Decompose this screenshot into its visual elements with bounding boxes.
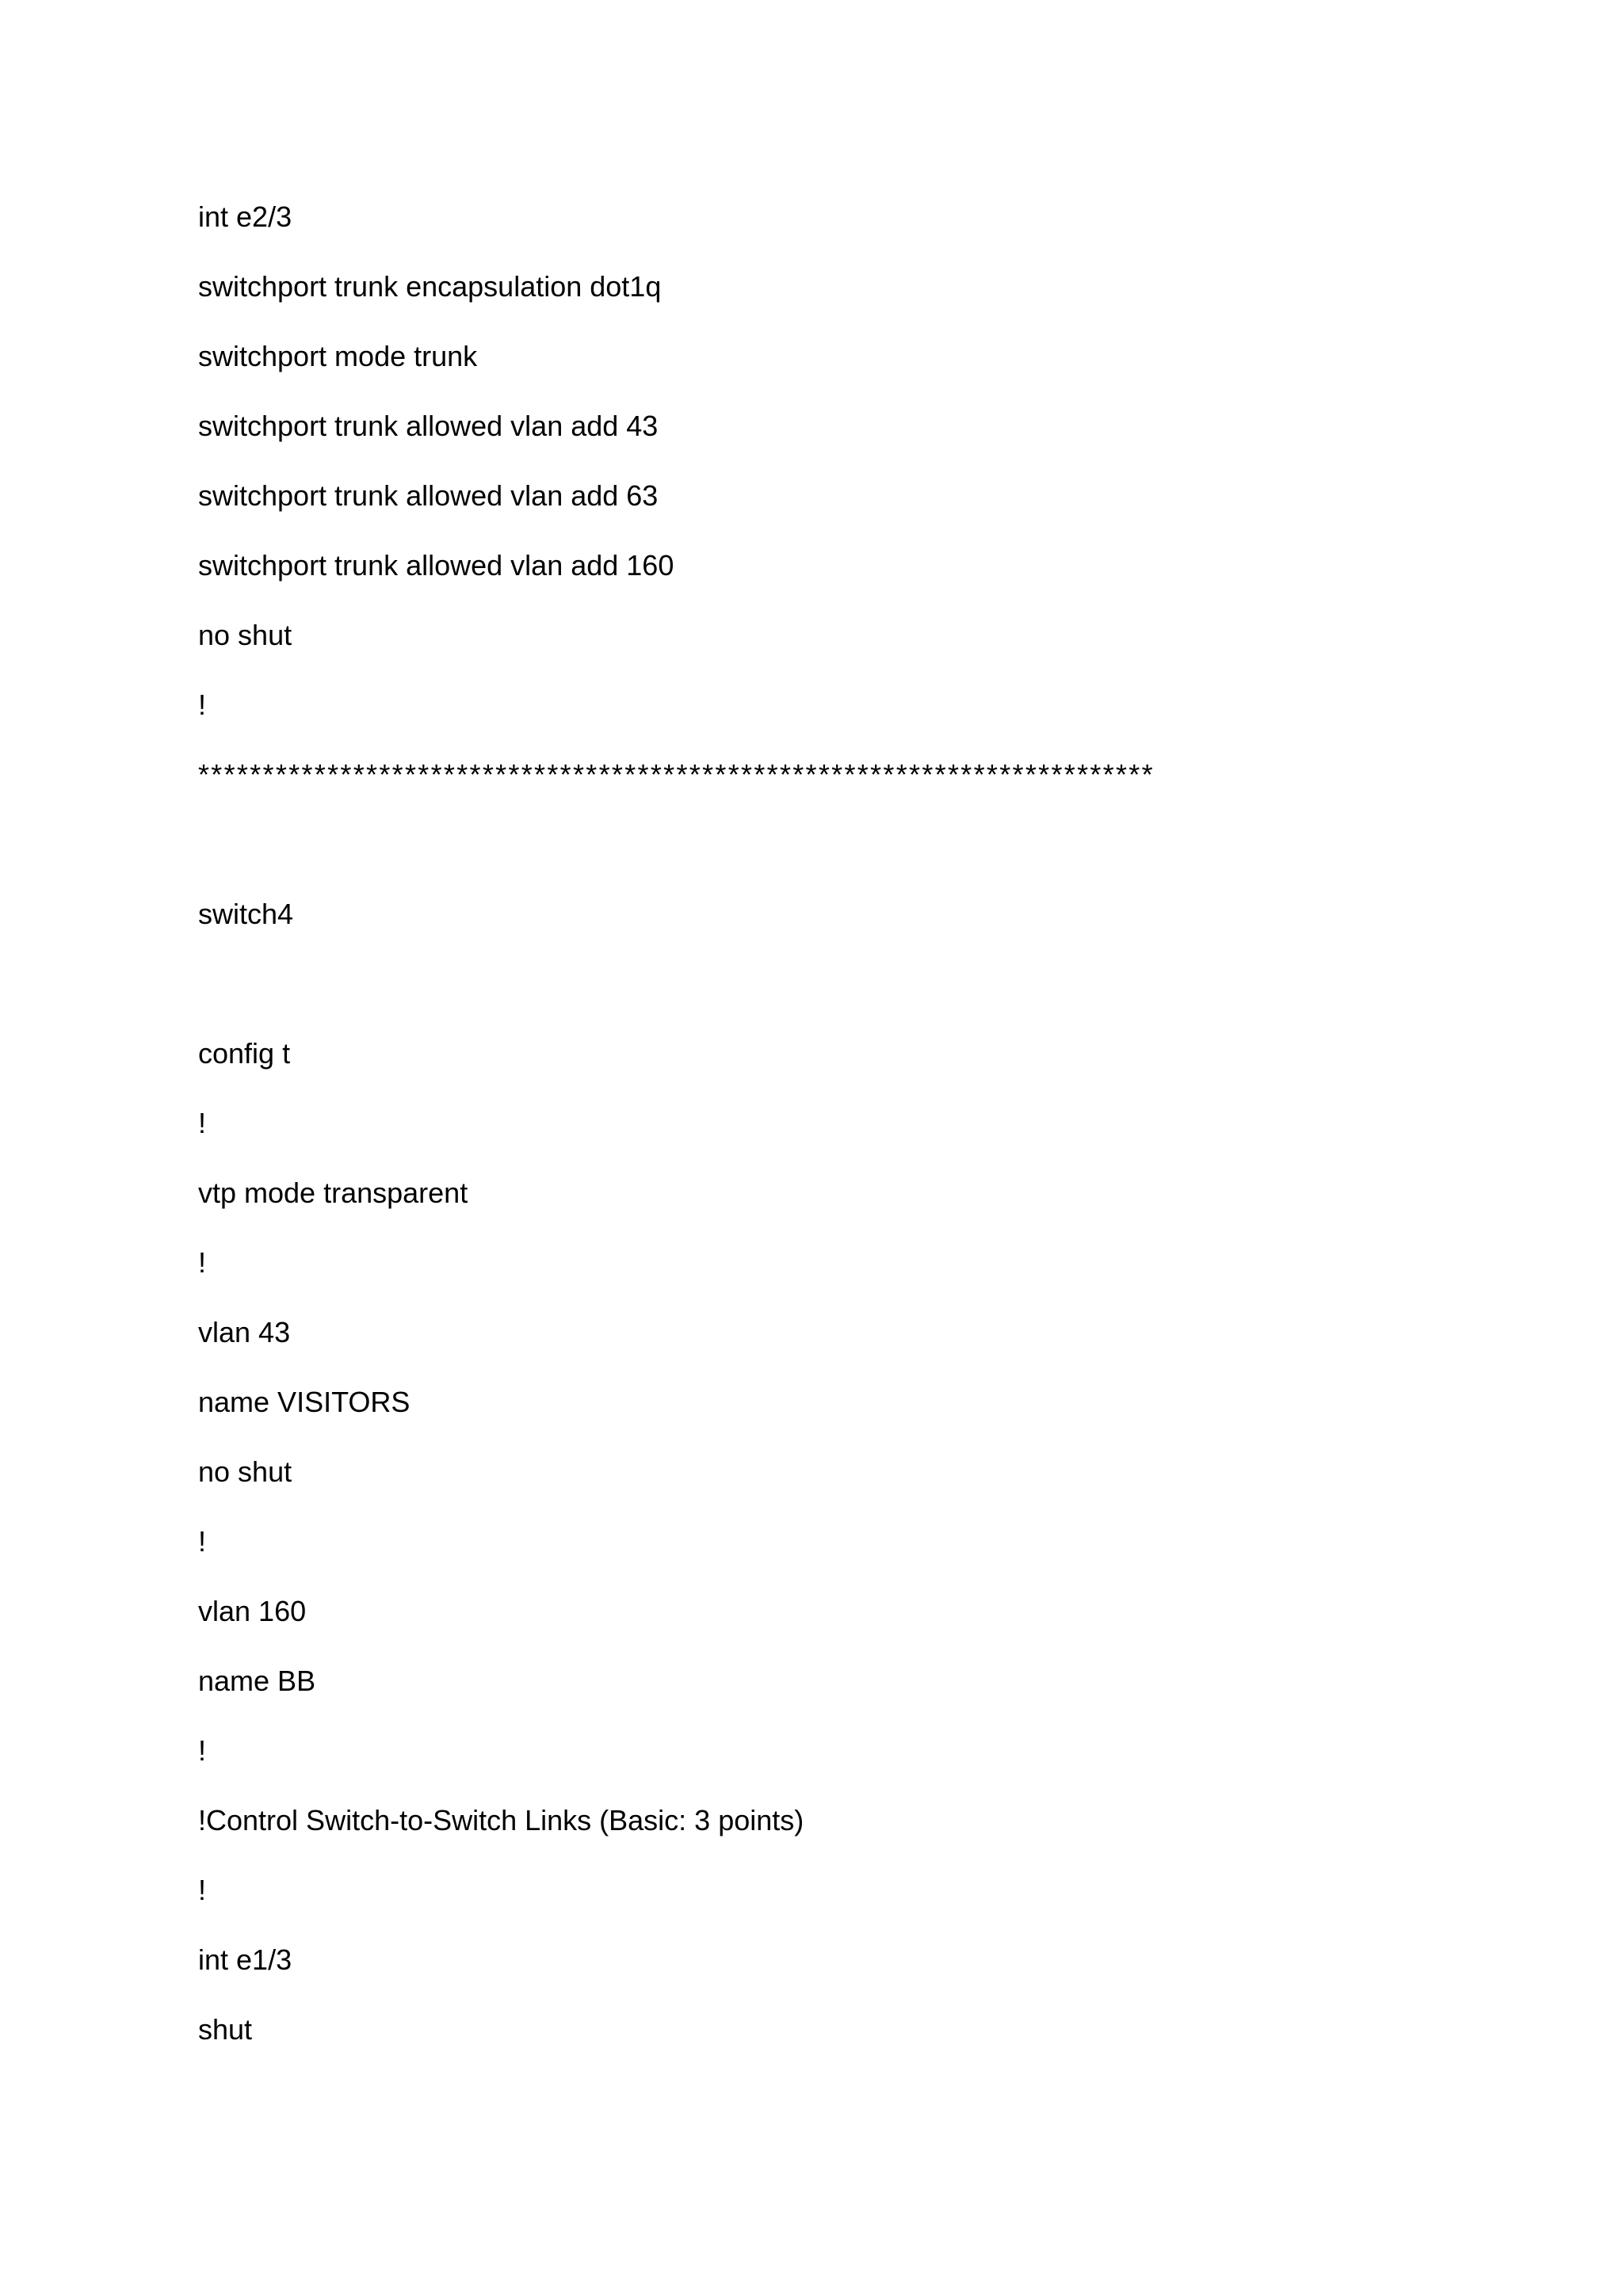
text-line: switchport trunk encapsulation dot1q [198, 270, 662, 303]
text-line: ! [198, 688, 207, 721]
text-line: ! [198, 1525, 207, 1558]
text-line: switch4 [198, 898, 294, 930]
text-line: no shut [198, 619, 292, 651]
text-line: ! [198, 1874, 207, 1906]
text-line: config t [198, 1037, 291, 1070]
text-line: int e2/3 [198, 200, 292, 233]
text-line: switchport trunk allowed vlan add 160 [198, 549, 674, 582]
text-line: switchport mode trunk [198, 340, 478, 372]
text-line: ! [198, 1734, 207, 1767]
separator-line: ************************************************************************** [198, 758, 1155, 791]
text-line: name BB [198, 1665, 316, 1697]
text-line: shut [198, 2013, 253, 2046]
text-line: switchport trunk allowed vlan add 63 [198, 479, 659, 512]
text-line: switchport trunk allowed vlan add 43 [198, 410, 659, 442]
text-line: vlan 43 [198, 1316, 291, 1348]
text-line: no shut [198, 1455, 292, 1488]
text-line: vtp mode transparent [198, 1177, 468, 1209]
text-line: ! [198, 1107, 207, 1139]
text-line: ! [198, 1246, 207, 1279]
text-line: !Control Switch-to-Switch Links (Basic: 3 points) [198, 1804, 804, 1836]
text-line: int e1/3 [198, 1943, 292, 1976]
text-line: vlan 160 [198, 1595, 307, 1627]
text-line: name VISITORS [198, 1386, 411, 1418]
